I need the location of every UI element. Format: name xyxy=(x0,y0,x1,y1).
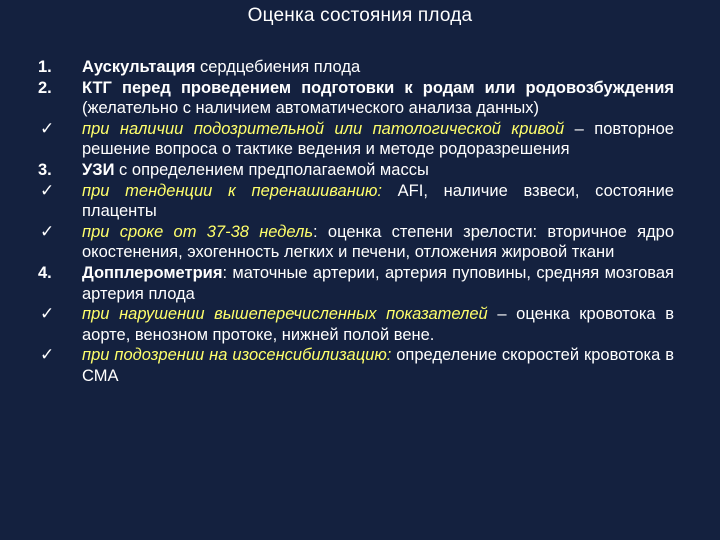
check-icon: ✓ xyxy=(40,304,55,324)
item-text: – оценка кровотока в аорте, венозном протоке, нижней полой вене. xyxy=(82,305,674,344)
numbered-item xyxy=(38,263,674,304)
sub-item xyxy=(38,222,674,263)
check-icon: ✓ xyxy=(40,180,55,200)
item-text: : оценка степени зрелости: вторичное ядро окостенения, эхогенность легких и печени, отложения жировой ткани xyxy=(82,222,674,262)
sub-item xyxy=(38,345,674,386)
item-heading: КТГ перед проведением подготовки к родам или родовозбуждения xyxy=(82,78,674,97)
numbered-item xyxy=(38,160,674,181)
item-heading: Допплерометрия xyxy=(82,263,223,282)
item-text: : маточные артерии, артерия пуповины, средняя мозговая артерия плода xyxy=(82,263,674,303)
item-text: сердцебиения плода xyxy=(195,58,361,76)
item-heading: УЗИ xyxy=(82,160,115,179)
numbered-item xyxy=(38,57,674,78)
item-number: 2. xyxy=(38,78,52,97)
item-text: определение скоростей кровотока в СМА xyxy=(82,346,674,385)
sub-item xyxy=(38,304,674,345)
item-condition: при наличии подозрительной или патологической кривой xyxy=(82,119,565,138)
item-number: 3. xyxy=(38,160,52,179)
sub-item xyxy=(38,181,674,222)
item-number: 1. xyxy=(38,58,52,76)
item-heading: Аускультация xyxy=(82,58,196,76)
check-icon: ✓ xyxy=(40,221,55,241)
item-text: с определением предполагаемой массы xyxy=(114,160,429,179)
item-condition: при нарушении вышеперечисленных показателей xyxy=(82,305,488,324)
assessment-list xyxy=(38,57,674,387)
slide-title: Оценка состояния плода xyxy=(247,5,473,26)
item-number: 4. xyxy=(38,263,52,282)
sub-item xyxy=(38,119,674,160)
item-condition: при подозрении на изосенсибилизацию: xyxy=(82,346,392,365)
item-text: AFI, наличие взвеси, состояние плаценты xyxy=(82,181,674,221)
item-condition: при тенденции к перенашиванию: xyxy=(82,181,382,200)
item-condition: при сроке от 37-38 недель xyxy=(82,222,314,241)
item-text: – повторное решение вопроса о тактике ведения и методе родоразрешения xyxy=(82,119,674,159)
numbered-item xyxy=(38,78,674,119)
item-text: (желательно с наличием автоматического анализа данных) xyxy=(82,99,539,118)
check-icon: ✓ xyxy=(40,345,55,365)
check-icon: ✓ xyxy=(40,118,55,138)
